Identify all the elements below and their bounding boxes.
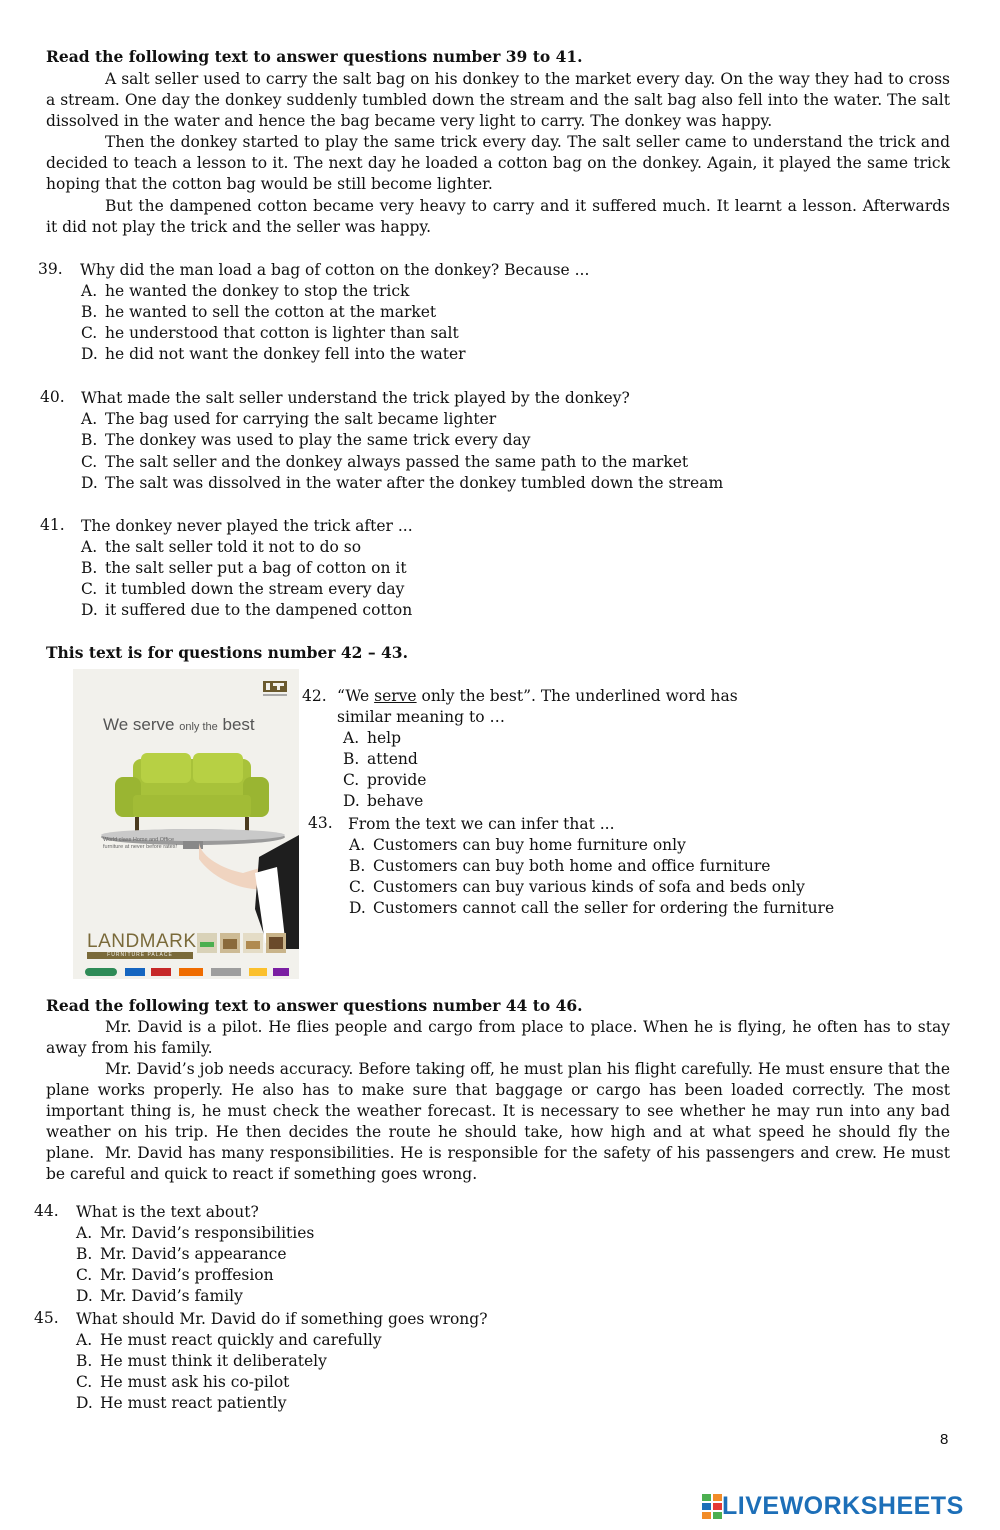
question-text: What is the text about? <box>76 1203 259 1221</box>
reading-paragraph: A salt seller used to carry the salt bag on his donkey to the market every day. On the way they had to cross a stream. One day the donkey suddenly tumbled down the stream and the salt bag also fell into the water. The salt dissolved in the water and hence the bag became very light to carry. The donkey was happy. <box>46 70 950 130</box>
ad-brand-subtitle: FURNITURE PALACE <box>87 952 193 959</box>
question-text-continued: similar meaning to … <box>337 708 505 726</box>
answer-option[interactable]: C. The salt seller and the donkey always passed the same path to the market <box>81 453 689 471</box>
answer-option[interactable]: D. Customers cannot call the seller for ordering the furniture <box>349 899 835 917</box>
answer-option[interactable]: A. Customers can buy home furniture only <box>349 836 686 854</box>
reading-paragraph: Mr. David is a pilot. He flies people and cargo from place to place. When he is flying, he often has to stay away from his family. <box>46 1018 950 1057</box>
reading-paragraph: Mr. David has many responsibilities. He is responsible for the safety of his passengers and crew. He must be careful and quick to react if something goes wrong. <box>46 1144 950 1183</box>
answer-option[interactable]: B. Customers can buy both home and office furniture <box>349 857 771 875</box>
answer-option[interactable]: A. The bag used for carrying the salt became lighter <box>81 410 497 428</box>
section-heading-39-41: Read the following text to answer questions number 39 to 41. <box>46 47 583 66</box>
answer-option[interactable]: C. Customers can buy various kinds of sofa and beds only <box>349 878 805 896</box>
answer-option[interactable]: B. Mr. David’s appearance <box>76 1245 287 1263</box>
answer-option[interactable]: B. attend <box>343 750 418 768</box>
furniture-thumbnails <box>197 933 289 955</box>
answer-option[interactable]: C. he understood that cotton is lighter than salt <box>81 324 459 342</box>
question-text: Why did the man load a bag of cotton on the donkey? Because ... <box>80 261 590 279</box>
answer-option[interactable]: A. he wanted the donkey to stop the trick <box>81 282 410 300</box>
question-number: 42. <box>302 687 327 705</box>
store-logo-icon <box>263 681 287 697</box>
answer-option[interactable]: D. Mr. David’s family <box>76 1287 243 1305</box>
liveworksheets-logo <box>702 1492 964 1521</box>
answer-option[interactable]: C. He must ask his co-pilot <box>76 1373 290 1391</box>
answer-option[interactable]: D. The salt was dissolved in the water after the donkey tumbled down the stream <box>81 474 724 492</box>
answer-option[interactable]: A. Mr. David’s responsibilities <box>76 1224 315 1242</box>
answer-option[interactable]: B. the salt seller put a bag of cotton on it <box>81 559 407 577</box>
answer-option[interactable]: A. He must react quickly and carefully <box>76 1331 382 1349</box>
answer-option[interactable]: C. provide <box>343 771 427 789</box>
partner-brand-logos <box>85 967 291 977</box>
answer-option[interactable]: B. He must think it deliberately <box>76 1352 327 1370</box>
section-heading-42-43: This text is for questions number 42 – 43. <box>46 643 408 662</box>
question-text: What should Mr. David do if something goes wrong? <box>76 1310 488 1328</box>
question-number: 45. <box>34 1309 59 1327</box>
ad-brand-name: LANDMARK <box>87 931 197 952</box>
answer-option[interactable]: B. he wanted to sell the cotton at the market <box>81 303 437 321</box>
question-text: The donkey never played the trick after ... <box>81 517 413 535</box>
reading-paragraph: Then the donkey started to play the same trick every day. The salt seller came to understand the trick and decided to teach a lesson to it. The next day he loaded a cotton bag on the donkey. Again, it played the same trick hoping that the cotton bag would be still become lighter. <box>46 133 950 193</box>
answer-option[interactable]: B. The donkey was used to play the same trick every day <box>81 431 531 449</box>
answer-option[interactable]: A. the salt seller told it not to do so <box>81 538 362 556</box>
section-heading-44-46: Read the following text to answer questions number 44 to 46. <box>46 996 583 1015</box>
answer-option[interactable]: D. he did not want the donkey fell into the water <box>81 345 466 363</box>
furniture-advertisement <box>73 669 299 979</box>
question-text: What made the salt seller understand the trick played by the donkey? <box>81 389 630 407</box>
question-number: 44. <box>34 1202 59 1220</box>
question-text: “We serve only the best”. The underlined word has <box>337 687 738 705</box>
liveworksheets-icon <box>702 1494 722 1520</box>
liveworksheets-wordmark: LIVEWORKSHEETS <box>722 1492 964 1520</box>
ad-blurb: World class Home and Office furniture at never before rates! <box>103 837 177 850</box>
question-text: From the text we can infer that ... <box>348 815 615 833</box>
question-number: 40. <box>40 388 65 406</box>
question-number: 43. <box>308 814 333 832</box>
answer-option[interactable]: A. help <box>343 729 402 747</box>
question-number: 39. <box>38 260 63 278</box>
answer-option[interactable]: C. Mr. David’s proffesion <box>76 1266 274 1284</box>
reading-paragraph: Mr. David’s job needs accuracy. Before taking off, he must plan his flight carefully. He must ensure that the plane works properly. He also has to make sure that baggage or cargo has been loaded correctly. The most important thing is, he must check the weather forecast. It is necessary to see whether he may run into any bad weather on his trip. He then decides the route he should take, how high and at what speed he should fly the plane. <box>46 1060 950 1162</box>
reading-paragraph: But the dampened cotton became very heavy to carry and it suffered much. It learnt a lesson. Afterwards it did not play the trick and the seller was happy. <box>46 197 950 236</box>
answer-option[interactable]: D. it suffered due to the dampened cotton <box>81 601 413 619</box>
answer-option[interactable]: D. behave <box>343 792 424 810</box>
question-number: 41. <box>40 516 65 534</box>
ad-headline: We serve only the best <box>103 715 255 734</box>
answer-option[interactable]: C. it tumbled down the stream every day <box>81 580 405 598</box>
page-number: 8 <box>940 1431 949 1448</box>
answer-option[interactable]: D. He must react patiently <box>76 1394 287 1412</box>
